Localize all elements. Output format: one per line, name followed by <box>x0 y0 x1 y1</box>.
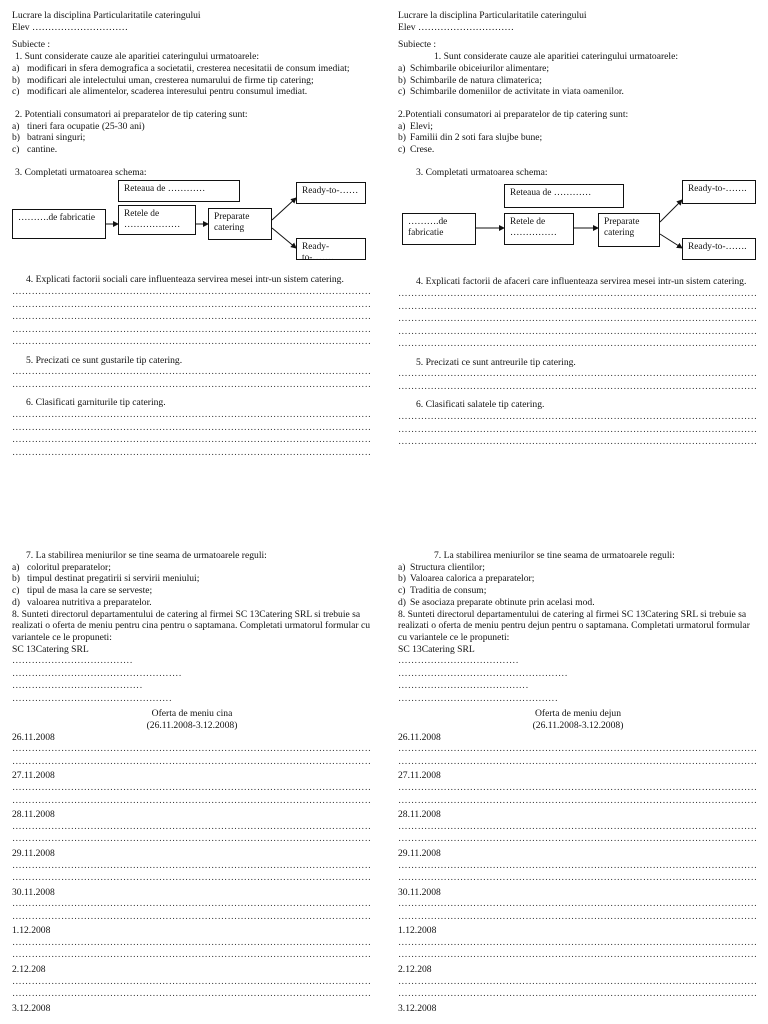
menu-date: 26.11.2008 <box>12 731 55 743</box>
answer-line[interactable] <box>398 436 758 449</box>
schema-box-fabricatie: ……….de fabricatie <box>402 213 476 245</box>
schema-box-retele: Retele de …………… <box>504 213 574 245</box>
student-name-line: Elev ………………………… <box>12 21 128 33</box>
question-5: 5. Precizati ce sunt gustarile tip catering. <box>26 354 183 366</box>
answer-option: c) modificari ale alimentelor, scaderea interesului pentru consumul imediat. <box>12 86 308 98</box>
answer-option: b) Familii din 2 soti fara slujbe bune; <box>398 132 543 144</box>
question-7: 7. La stabilirea meniurilor se tine seama de urmatoarele reguli: <box>434 550 675 561</box>
student-name-line: Elev ………………………… <box>398 21 514 33</box>
question-3: 3. Completati urmatoarea schema: <box>15 166 147 178</box>
form-line[interactable] <box>398 668 568 681</box>
subjects-heading: Subiecte : <box>398 39 437 51</box>
subjects-heading: Subiecte : <box>12 39 51 51</box>
menu-date: 1.12.2008 <box>12 925 51 937</box>
menu-line[interactable] <box>398 821 758 834</box>
menu-line[interactable] <box>12 833 372 846</box>
schema-box-preparate: Preparate catering <box>208 208 272 240</box>
menu-line[interactable] <box>12 898 372 911</box>
answer-line[interactable] <box>12 434 372 447</box>
schema-box-ready-2: Ready-to-……. <box>682 238 756 260</box>
answer-line[interactable] <box>12 409 372 422</box>
answer-line[interactable] <box>12 336 372 349</box>
menu-line[interactable] <box>12 937 372 950</box>
menu-line[interactable] <box>398 949 758 962</box>
answer-option: b) Valoarea calorica a preparatelor; <box>398 573 535 585</box>
menu-line[interactable] <box>12 949 372 962</box>
answer-option: a) Schimbarile obiceiurilor alimentare; <box>398 62 550 74</box>
menu-date: 3.12.2008 <box>398 1002 437 1014</box>
schema-arrow <box>272 198 296 220</box>
menu-date: 29.11.2008 <box>398 847 441 859</box>
right-worksheet-bottom <box>398 550 758 1014</box>
menu-date: 27.11.2008 <box>12 770 55 782</box>
menu-line[interactable] <box>12 821 372 834</box>
menu-line[interactable] <box>398 795 758 808</box>
question-5: 5. Precizati ce sunt antreurile tip catering. <box>416 356 576 368</box>
answer-line[interactable] <box>398 368 758 381</box>
answer-line[interactable] <box>12 286 372 299</box>
answer-option: d) valoarea nutritiva a preparatelor. <box>12 596 152 608</box>
answer-option: a) Structura clientilor; <box>398 561 485 573</box>
menu-line[interactable] <box>398 756 758 769</box>
answer-option: c) Traditia de consum; <box>398 585 487 597</box>
answer-line[interactable] <box>398 338 758 351</box>
answer-option: c) tipul de masa la care se serveste; <box>12 585 153 597</box>
question-4: 4. Explicati factorii sociali care influenteaza servirea mesei intr-un sistem catering. <box>26 274 344 286</box>
answer-option: a) Elevi; <box>398 120 433 132</box>
answer-line[interactable] <box>12 324 372 337</box>
answer-line[interactable] <box>398 424 758 437</box>
answer-option: c) Schimbarile domeniilor de activitate in viata oamenilor. <box>398 86 624 98</box>
answer-option: a) coloritul preparatelor; <box>12 561 111 573</box>
question-8: 8. Sunteti directorul departamentului de catering al firmei SC 13Catering SRL si trebuie sa realizati o oferta de meniu pentru dejun pentru o saptamana. Completati urmatorul formular cu variantele ce le propuneti: <box>398 608 750 643</box>
menu-line[interactable] <box>12 872 372 885</box>
schema-box-reteaua: Reteaua de ………… <box>118 180 240 202</box>
answer-option: c) Crese. <box>398 144 435 156</box>
offer-title: Oferta de meniu dejun <box>534 708 622 720</box>
menu-line[interactable] <box>398 988 758 1001</box>
answer-line[interactable] <box>12 447 372 460</box>
answer-option: b) Schimbarile de natura climaterica; <box>398 74 542 86</box>
catering-schema <box>12 180 372 270</box>
answer-option: a) modificari in sfera demografica a societatii, cresterea necesitatii de consum imediat; <box>12 62 350 74</box>
answer-option: c) cantine. <box>12 144 58 156</box>
schema-box-ready-1: Ready-to-…… <box>296 182 366 204</box>
menu-date: 29.11.2008 <box>12 847 55 859</box>
schema-box-fabricatie: ……….de fabricatie <box>12 209 106 239</box>
schema-box-retele: Retele de ……………… <box>118 205 196 235</box>
menu-line[interactable] <box>12 743 372 756</box>
answer-line[interactable] <box>12 379 372 392</box>
question-6: 6. Clasificati salatele tip catering. <box>416 399 545 411</box>
menu-line[interactable] <box>12 976 372 989</box>
menu-line[interactable] <box>398 898 758 911</box>
schema-box-reteaua: Reteaua de ………… <box>504 184 624 208</box>
question-2: 2. Potentiali consumatori ai preparatelor de tip catering sunt: <box>15 108 248 120</box>
worksheet-title: Lucrare la disciplina Particularitatile cateringului <box>398 10 587 21</box>
left-worksheet-top <box>12 10 372 459</box>
menu-line[interactable] <box>398 743 758 756</box>
offer-period: (26.11.2008-3.12.2008) <box>146 720 238 732</box>
question-1: 1. Sunt considerate cauze ale aparitiei cateringului urmatoarele: <box>15 51 259 63</box>
form-line[interactable] <box>12 693 172 706</box>
menu-line[interactable] <box>12 860 372 873</box>
menu-date: 30.11.2008 <box>398 886 441 898</box>
answer-line[interactable] <box>398 313 758 326</box>
schema-arrow <box>660 200 682 222</box>
menu-date: 28.11.2008 <box>12 809 55 821</box>
left-worksheet-bottom <box>12 550 372 1014</box>
menu-line[interactable] <box>12 988 372 1001</box>
menu-line[interactable] <box>398 872 758 885</box>
schema-arrow <box>272 228 296 248</box>
menu-line[interactable] <box>398 937 758 950</box>
menu-line[interactable] <box>398 911 758 924</box>
menu-date: 30.11.2008 <box>12 886 55 898</box>
form-line[interactable] <box>12 668 182 681</box>
menu-line[interactable] <box>398 833 758 846</box>
question-4: 4. Explicati factorii de afaceri care influenteaza servirea mesei intr-un sistem catering. <box>416 276 747 288</box>
menu-date: 1.12.2008 <box>398 925 437 937</box>
menu-date: 3.12.2008 <box>12 1002 51 1014</box>
menu-line[interactable] <box>12 782 372 795</box>
company-name: SC 13Catering SRL <box>398 643 475 655</box>
form-line[interactable] <box>12 680 142 693</box>
offer-title: Oferta de meniu cina <box>151 708 233 720</box>
menu-date: 27.11.2008 <box>398 770 441 782</box>
right-worksheet-top <box>398 10 758 449</box>
answer-option: d) Se asociaza preparate obtinute prin acelasi mod. <box>398 596 595 608</box>
question-8: 8. Sunteti directorul departamentului de catering al firmei SC 13Catering SRL si trebuie sa realizati o oferta de meniu pentru cina pentru o saptamana. Completati urmatorul formular cu variantele ce le propuneti: <box>12 608 371 643</box>
question-3: 3. Completati urmatoarea schema: <box>416 166 548 178</box>
form-line[interactable] <box>398 655 518 668</box>
answer-line[interactable] <box>398 301 758 314</box>
form-line[interactable] <box>12 655 132 668</box>
answer-option: a) tineri fara ocupatie (25-30 ani) <box>12 120 145 132</box>
form-line[interactable] <box>398 680 528 693</box>
answer-line[interactable] <box>12 422 372 435</box>
menu-date: 2.12.208 <box>398 963 432 975</box>
answer-line[interactable] <box>12 311 372 324</box>
menu-date: 2.12.208 <box>12 963 46 975</box>
answer-option: b) modificari ale intelectului uman, cresterea numarului de firme tip catering; <box>12 74 314 86</box>
answer-line[interactable] <box>398 326 758 339</box>
answer-line[interactable] <box>12 366 372 379</box>
answer-line[interactable] <box>398 288 758 301</box>
company-name: SC 13Catering SRL <box>12 643 89 655</box>
menu-line[interactable] <box>12 756 372 769</box>
question-2: 2.Potentiali consumatori ai preparatelor de tip catering sunt: <box>398 108 629 120</box>
schema-box-preparate: Preparate catering <box>598 213 660 247</box>
menu-line[interactable] <box>12 795 372 808</box>
schema-box-ready-1: Ready-to-……. <box>682 180 756 204</box>
menu-line[interactable] <box>398 782 758 795</box>
answer-option: b) timpul destinat pregatirii si servirii meniului; <box>12 573 200 585</box>
worksheet-title: Lucrare la disciplina Particularitatile cateringului <box>12 10 201 21</box>
question-7: 7. La stabilirea meniurilor se tine seama de urmatoarele reguli: <box>26 550 267 561</box>
form-line[interactable] <box>398 693 558 706</box>
catering-schema <box>398 180 758 272</box>
menu-date: 26.11.2008 <box>398 731 441 743</box>
menu-line[interactable] <box>12 911 372 924</box>
answer-line[interactable] <box>12 299 372 312</box>
question-6: 6. Clasificati garniturile tip catering. <box>26 397 166 409</box>
answer-line[interactable] <box>398 411 758 424</box>
question-1: 1. Sunt considerate cauze ale aparitiei cateringului urmatoarele: <box>434 51 678 63</box>
menu-line[interactable] <box>398 976 758 989</box>
answer-option: b) batrani singuri; <box>12 132 86 144</box>
menu-line[interactable] <box>398 860 758 873</box>
offer-period: (26.11.2008-3.12.2008) <box>532 720 624 732</box>
schema-arrow <box>660 234 682 248</box>
answer-line[interactable] <box>398 381 758 394</box>
menu-date: 28.11.2008 <box>398 809 441 821</box>
schema-box-ready-2: Ready-to-……. <box>296 238 366 260</box>
